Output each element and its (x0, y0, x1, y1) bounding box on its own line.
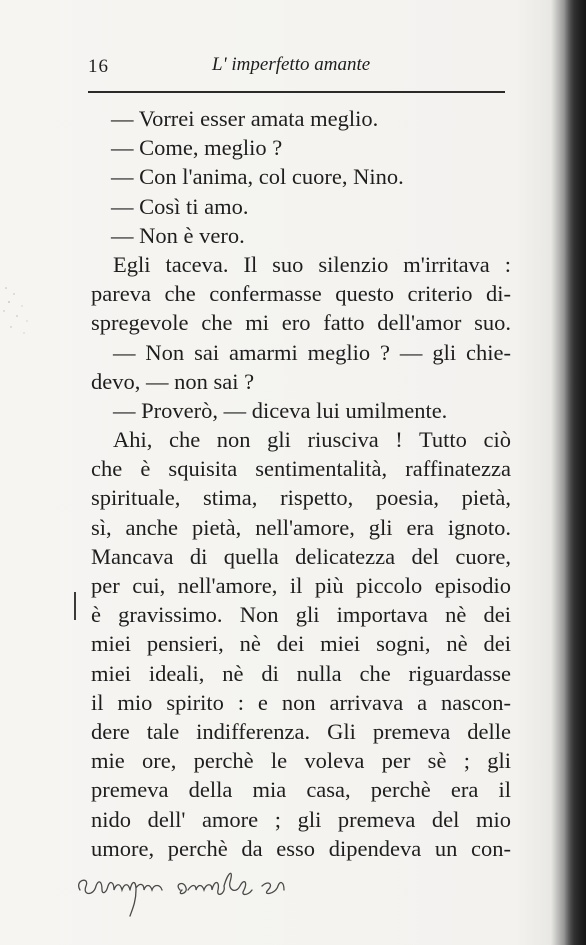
text-line: — Non è vero. (111, 222, 245, 248)
page-header (88, 56, 508, 86)
book-spine-shadow (564, 0, 586, 945)
text-line: Egli taceva. Il suo silenzio m'irritava : (113, 251, 511, 277)
text-line: premeva della mia casa, perchè era il (91, 777, 511, 803)
text-line: che è squisita sentimentalità, raffinatezza (91, 456, 511, 482)
text-line: spregevole che mi ero fatto dell'amor suo. (91, 310, 511, 336)
text-line: devo, — non sai ? (91, 368, 255, 394)
text-line: pareva che confermasse questo criterio di- (91, 281, 511, 307)
text-line: Ahi, che non gli riusciva ! Tutto ciò (113, 427, 511, 453)
text-line: mie ore, perchè le voleva per sè ; gli (91, 748, 511, 774)
text-line: dere tale indifferenza. Gli premeva delle (91, 718, 511, 744)
text-line: Mancava di quella delicatezza del cuore, (91, 543, 511, 569)
handwritten-note (72, 850, 332, 920)
text-line: è gravissimo. Non gli importava nè dei (91, 602, 511, 628)
text-line: spirituale, stima, rispetto, poesia, pietà, (91, 485, 511, 511)
text-line: nido dell' amore ; gli premeva del mio (91, 806, 511, 832)
text-line: — Come, meglio ? (111, 135, 283, 161)
text-line: — Non sai amarmi meglio ? — gli chie- (113, 339, 511, 365)
text-line: — Vorrei esser amata meglio. (111, 106, 379, 131)
margin-pencil-mark (74, 592, 76, 620)
body-text (91, 104, 511, 863)
page-number: 16 (88, 56, 109, 77)
text-line: per cui, nell'amore, il più piccolo episodio (91, 573, 511, 598)
text-line: sì, anche pietà, nell'amore, gli era ignoto. (91, 514, 511, 540)
header-rule (88, 91, 505, 93)
text-line: miei pensieri, nè dei miei sogni, nè dei (91, 631, 511, 657)
running-title: L' imperfetto amante (212, 54, 371, 75)
text-line: — Proverò, — diceva lui umilmente. (113, 397, 448, 423)
text-line: — Così ti amo. (111, 193, 249, 219)
text-line: — Con l'anima, col cuore, Nino. (111, 164, 404, 190)
text-line: umore, perchè da esso dipendeva un con- (91, 835, 511, 861)
text-line: miei ideali, nè di nulla che riguardasse (91, 660, 511, 686)
text-line: il mio spirito : e non arrivava a nascon- (91, 689, 511, 715)
paper-speckle (0, 280, 34, 340)
